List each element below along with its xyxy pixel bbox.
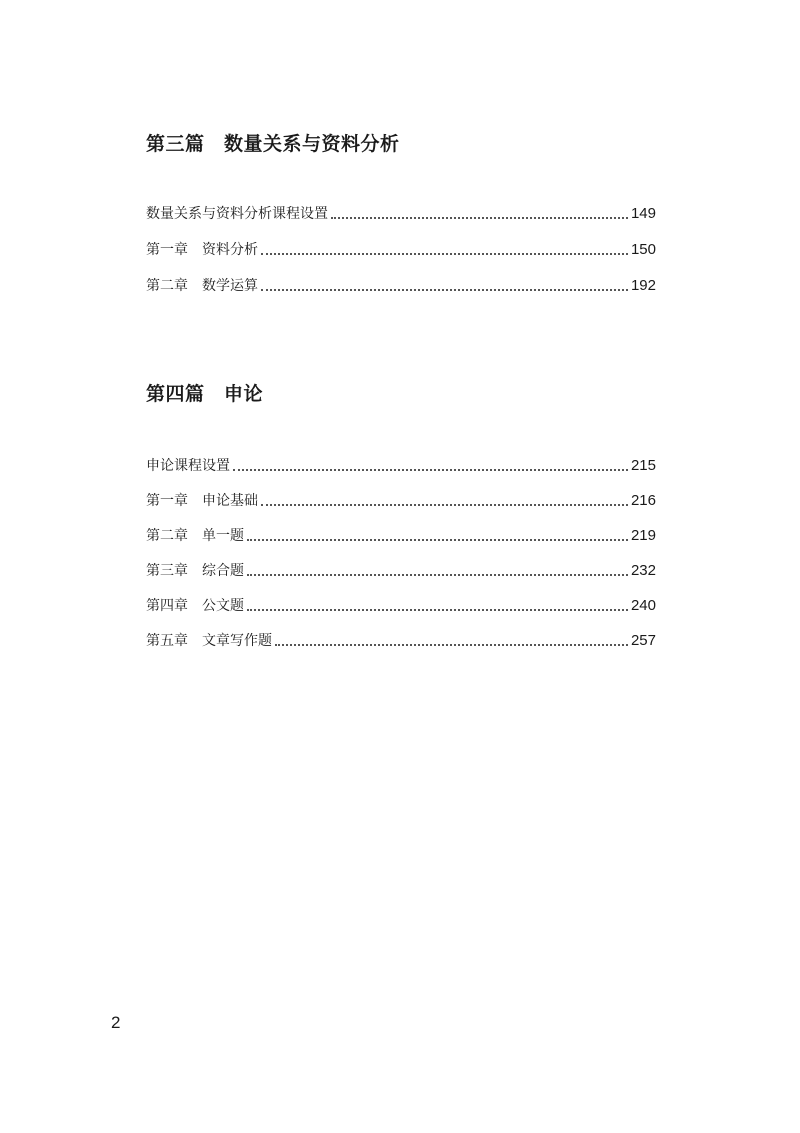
toc-entry-page: 216 <box>630 492 656 509</box>
section-title: 第三篇 数量关系与资料分析 <box>146 133 400 155</box>
dot-leader <box>247 539 628 541</box>
toc-entry-label: 申论课程设置 <box>146 458 230 474</box>
toc-entry-label: 第二章 数学运算 <box>146 278 258 294</box>
toc-entry-label: 第三章 综合题 <box>146 563 244 579</box>
dot-leader <box>261 253 628 255</box>
dot-leader <box>275 644 628 646</box>
toc-entry-label: 数量关系与资料分析课程设置 <box>146 206 328 222</box>
toc-entry[interactable] <box>146 561 656 581</box>
dot-leader <box>247 609 628 611</box>
dot-leader <box>247 574 628 576</box>
toc-entry-label: 第一章 资料分析 <box>146 242 258 258</box>
toc-entry-page: 219 <box>630 527 656 544</box>
toc-entry-page: 149 <box>630 205 656 222</box>
toc-entry[interactable] <box>146 631 656 651</box>
toc-entry-label: 第二章 单一题 <box>146 528 244 544</box>
section-title: 第四篇 申论 <box>146 383 264 405</box>
toc-entry[interactable] <box>146 491 656 511</box>
dot-leader <box>261 289 628 291</box>
toc-entry-page: 192 <box>630 277 656 294</box>
toc-entry-label: 第四章 公文题 <box>146 598 244 614</box>
toc-entry-page: 150 <box>630 241 656 258</box>
toc-entry[interactable] <box>146 596 656 616</box>
toc-entry-label: 第一章 申论基础 <box>146 493 258 509</box>
toc-entry[interactable] <box>146 240 656 260</box>
toc-entry[interactable] <box>146 456 656 476</box>
toc-section-4 <box>146 382 656 649</box>
toc-entry[interactable] <box>146 204 656 224</box>
toc-entry-page: 240 <box>630 597 656 614</box>
toc-section-3 <box>146 132 656 294</box>
toc-entry-page: 215 <box>630 457 656 474</box>
toc-entry-page: 257 <box>630 632 656 649</box>
dot-leader <box>261 504 628 506</box>
dot-leader <box>331 217 628 219</box>
page-number: 2 <box>111 1013 121 1032</box>
toc-entry[interactable] <box>146 276 656 296</box>
toc-entry-label: 第五章 文章写作题 <box>146 633 272 649</box>
toc-entry[interactable] <box>146 526 656 546</box>
toc-entry-page: 232 <box>630 562 656 579</box>
dot-leader <box>233 469 628 471</box>
